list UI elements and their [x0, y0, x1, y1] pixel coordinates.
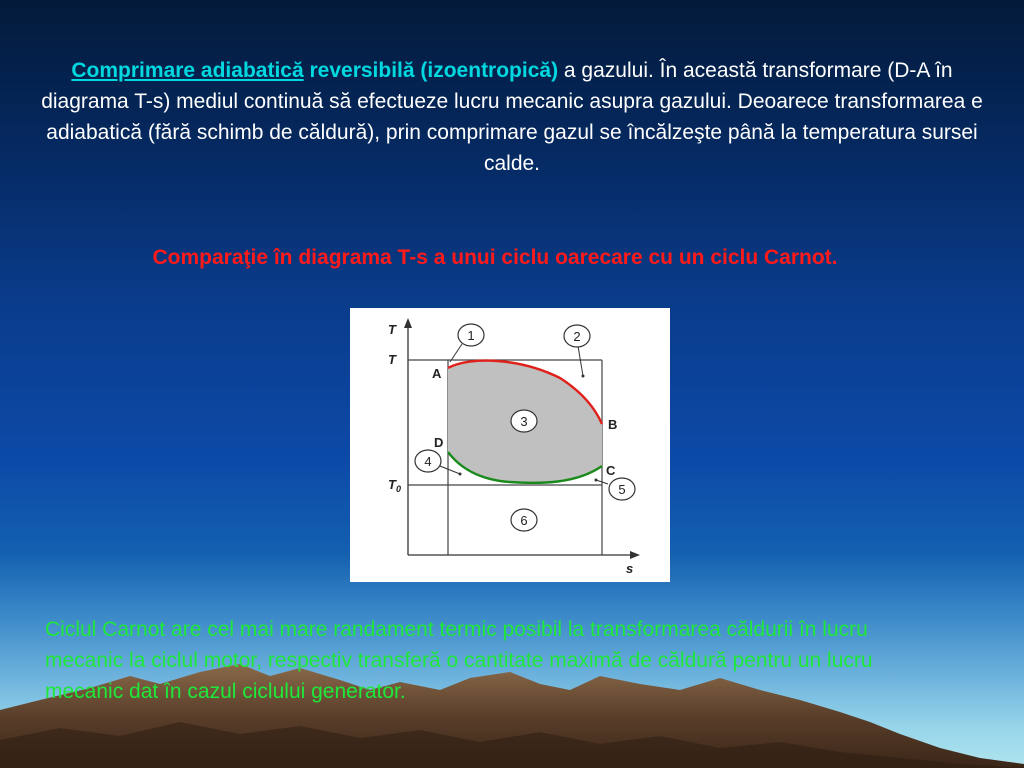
axis-x-label: s	[626, 561, 634, 576]
point-b-label: B	[608, 417, 618, 432]
t-low-label: $T_0$	[388, 477, 401, 494]
marker-1	[450, 324, 484, 362]
term-reversible-isentropic: reversibilă (izoentropică)	[309, 59, 559, 82]
ts-diagram	[350, 308, 670, 582]
svg-text:2: 2	[573, 329, 581, 344]
svg-text:5: 5	[618, 482, 626, 497]
x-axis-arrow	[630, 551, 640, 559]
svg-text:3: 3	[520, 414, 528, 429]
term-link-adiabatic-compression[interactable]: Comprimare adiabatică	[71, 59, 304, 82]
marker-2	[564, 325, 590, 378]
point-a-label: A	[432, 366, 442, 381]
point-c-label: C	[606, 463, 616, 478]
marker-5	[595, 478, 636, 500]
axis-y-label: T	[388, 322, 396, 337]
paragraph1-rest: a gazului. În această transformare (D-A în diagrama T-s) mediul continuă să efectueze lucru mecanic asupra gazului. Deoarece transformarea e adiabatică (fără schimb de căldură), prin comprimare gazul se încălzeşte până la temperatura sursei calde.	[41, 59, 983, 175]
svg-text:6: 6	[520, 513, 528, 528]
marker-6	[511, 509, 537, 531]
t-high-label: T	[388, 352, 396, 367]
comparison-heading: Comparaţie în diagrama T-s a unui ciclu oarecare cu un ciclu Carnot.	[152, 246, 838, 269]
svg-text:1: 1	[467, 328, 475, 343]
paragraph-adiabatic-compression	[40, 55, 984, 179]
marker-3	[511, 410, 537, 432]
y-axis-arrow	[404, 318, 412, 328]
point-d-label: D	[434, 435, 444, 450]
svg-text:4: 4	[424, 454, 432, 469]
ts-diagram-figure	[350, 308, 670, 582]
paragraph-carnot-efficiency: Ciclul Carnot are cel mai mare randament termic posibil la transformarea căldurii în lucru mecanic la ciclul motor, respectiv transferă o cantitate maximă de căldură pentru un lucru mecanic dat în cazul ciclului generator.	[45, 618, 873, 703]
